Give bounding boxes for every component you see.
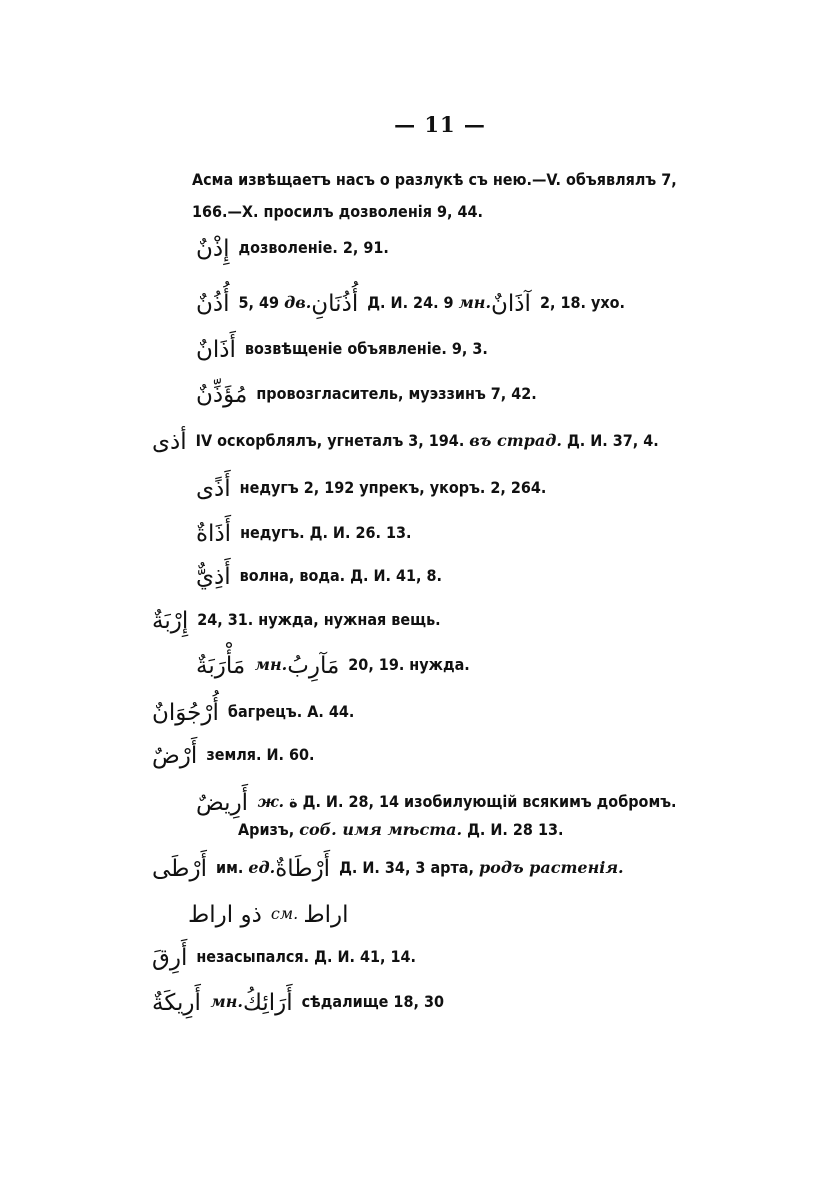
gloss-text: Д. И. 24. 9: [362, 293, 459, 312]
arabic-headword: مَآرِبُ: [287, 653, 340, 679]
arabic-headword: أَذَاةٌ: [196, 521, 232, 547]
gloss-text: волна, вода. Д. И. 41, 8.: [234, 566, 442, 585]
gloss-text: незасыпался. Д. И. 41, 14.: [191, 947, 416, 966]
arabic-headword: أَرَائِكُ: [242, 990, 293, 1016]
grammar-note: ед.: [248, 858, 276, 877]
arabic-headword: أَذَانٌ: [196, 337, 236, 363]
gloss-text: сѣдалище 18, 30: [296, 992, 444, 1011]
arabic-headword: أَرِيضٌ: [196, 790, 249, 816]
entry-adhan2: [196, 476, 547, 502]
page-number: — 11 —: [394, 112, 486, 137]
grammar-note: соб. имя мѣста.: [299, 820, 463, 839]
arabic-headword: أذى: [152, 429, 187, 455]
entry-ariq: [152, 945, 416, 971]
entry-arid: [196, 790, 677, 816]
grammar-note: въ страд.: [469, 431, 562, 450]
entry-arta: [152, 856, 624, 882]
entry-muadhdhin: [196, 382, 537, 408]
grammar-note: мн.: [458, 293, 492, 312]
arabic-headword: أَرِقَ: [152, 945, 188, 971]
gloss-text: 20, 19. нужда.: [343, 655, 470, 674]
gloss-text: IV оскорблялъ, угнеталъ 3, 194.: [190, 431, 470, 450]
grammar-note: родъ растенія.: [478, 858, 624, 877]
grammar-note: мн.: [249, 655, 288, 674]
arabic-headword: أَذِيٌّ: [196, 564, 231, 590]
arabic-headword: إِذْنٌ: [196, 236, 230, 262]
entry-ariz: [238, 820, 563, 840]
arabic-headword: أُرْجُوَانٌ: [152, 700, 219, 726]
gloss-text: дозволеніе. 2, 91.: [233, 238, 389, 257]
grammar-note: мн.: [204, 992, 243, 1011]
gloss-text: Д. И. 37, 4.: [561, 431, 659, 450]
arabic-headword: أُذُنَانِ: [311, 291, 359, 317]
gloss-text: 166.—X. просилъ дозволенія 9, 44.: [192, 202, 483, 221]
gloss-text: Аризъ,: [238, 820, 300, 839]
entry-maarabat: [196, 653, 470, 679]
entry-irbat: [152, 608, 441, 634]
entry-adhiyy: [196, 564, 442, 590]
entry-ard: [152, 743, 315, 769]
entry-idhn: [196, 236, 389, 262]
arabic-headword: إِرْبَةٌ: [152, 608, 189, 634]
arabic-headword: أَرْطَى: [152, 856, 207, 882]
arabic-headword: أَذًى: [196, 476, 231, 502]
entry-udhn: [196, 291, 625, 317]
gloss-text: возвѣщеніе объявленіе. 9, 3.: [239, 339, 488, 358]
entry-adhat: [196, 521, 412, 547]
entry-asma-cont: [192, 202, 483, 222]
arabic-headword: أَرِيكَةٌ: [152, 990, 201, 1016]
arabic-headword: أَرْطَاةٌ: [275, 856, 331, 882]
entry-adha: [152, 429, 659, 455]
gloss-text: провозгласитель, муэззинъ 7, 42.: [251, 384, 537, 403]
arabic-headword: أُذُنٌ: [196, 291, 230, 317]
arabic-headword: مَأْرَبَةٌ: [196, 653, 246, 679]
entry-asma: [192, 170, 677, 190]
gloss-text: Д. И. 34, 3 арта,: [334, 858, 479, 877]
entry-arikat: [152, 990, 444, 1016]
arabic-headword: اراط: [303, 902, 349, 928]
gloss-text: 24, 31. нужда, нужная вещь.: [192, 610, 441, 629]
grammar-note: ж.: [252, 792, 285, 811]
gloss-text: Асма извѣщаетъ насъ о разлукѣ съ нею.—V. объявлялъ 7,: [192, 170, 677, 189]
gloss-text: недугъ 2, 192 упрекъ, укоръ. 2, 264.: [234, 478, 547, 497]
gloss-text: 5, 49: [233, 293, 285, 312]
grammar-note: см.: [265, 904, 304, 923]
arabic-headword: ذو اراط: [188, 902, 262, 928]
entry-urjuwan: [152, 700, 355, 726]
arabic-headword: أَرْضٌ: [152, 743, 198, 769]
grammar-note: дв.: [284, 293, 312, 312]
arabic-headword: مُؤَذِّنٌ: [196, 382, 248, 408]
arabic-headword: آذَانٌ: [491, 291, 531, 317]
gloss-text: земля. И. 60.: [201, 745, 315, 764]
gloss-text: 2, 18. ухо.: [534, 293, 625, 312]
gloss-text: ة Д. И. 28, 14 изобилующій всякимъ добромъ.: [284, 792, 677, 811]
gloss-text: багрецъ. А. 44.: [222, 702, 355, 721]
gloss-text: им.: [210, 858, 249, 877]
entry-dhu-arat: [188, 902, 352, 928]
gloss-text: Д. И. 28 13.: [462, 820, 564, 839]
gloss-text: недугъ. Д. И. 26. 13.: [235, 523, 412, 542]
entry-adhan: [196, 337, 488, 363]
